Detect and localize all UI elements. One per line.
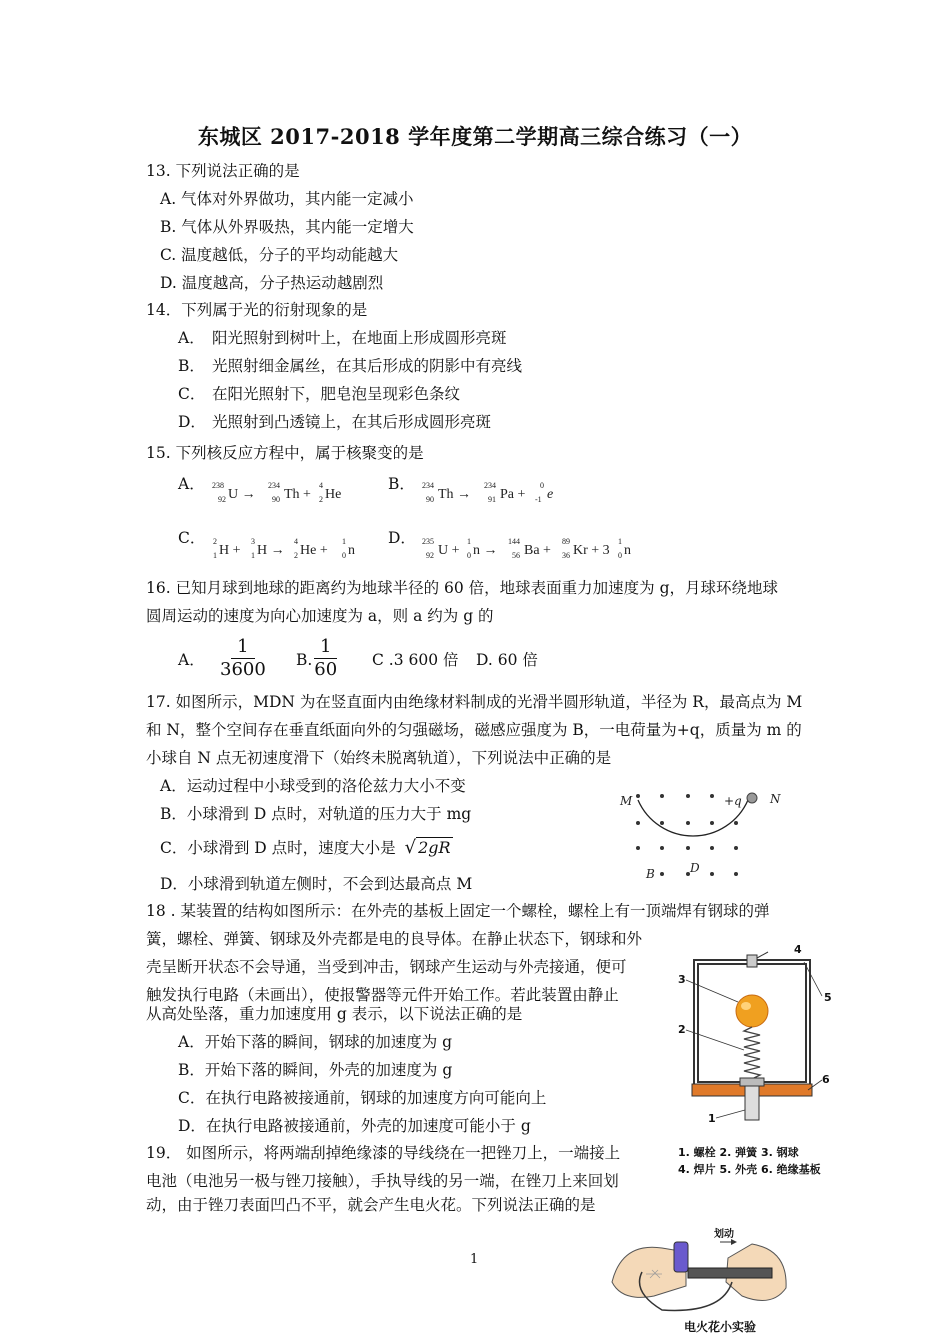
label-m: M: [620, 794, 633, 808]
svg-text:90: 90: [272, 495, 280, 504]
label-d: D: [690, 861, 700, 875]
svg-text:90: 90: [426, 495, 434, 504]
q18-option-a: A．开始下落的瞬间，钢球的加速度为 g: [178, 1033, 453, 1051]
q13-option-d: D. 温度越高，分子热运动越剧烈: [160, 274, 384, 292]
q15-label-d: D．: [388, 529, 416, 547]
fig18-num-5: 5: [824, 991, 832, 1004]
q15-equation-b: [420, 478, 580, 508]
q15-equation-c: [210, 534, 380, 564]
fig18-num-2: 2: [678, 1023, 686, 1036]
q14-label-b: B．: [178, 357, 205, 375]
q18-line-2: 簧，螺栓、弹簧、钢球及外壳都是电的良导体。在静止状态下，钢球和外: [146, 930, 643, 948]
q18-line-5: 从高处坠落，重力加速度用 g 表示，以下说法正确的是: [146, 1005, 523, 1023]
svg-text:91: 91: [488, 495, 496, 504]
q16-option-a-label: A．: [178, 651, 205, 669]
svg-text:2: 2: [319, 495, 323, 504]
q14-stem: 14．下列属于光的衍射现象的是: [146, 301, 368, 319]
svg-text:36: 36: [562, 551, 570, 560]
svg-text:235: 235: [422, 537, 434, 546]
svg-text:92: 92: [426, 551, 434, 560]
q16-fraction-a: [220, 636, 266, 681]
svg-text:Kr + 3: Kr + 3: [573, 543, 610, 558]
q17-option-a: A．运动过程中小球受到的洛伦兹力大小不变: [160, 777, 466, 795]
q15-label-a: A．: [178, 475, 205, 493]
svg-text:n: n: [348, 543, 355, 558]
label-b: B: [646, 867, 655, 881]
q13-stem: 13. 下列说法正确的是: [146, 162, 300, 180]
q17-line-1: 17. 如图所示，MDN 为在竖直面内由绝缘材料制成的光滑半圆形轨道，半径为 R，最高点为 M: [146, 693, 803, 711]
svg-text:234: 234: [422, 481, 434, 490]
q14-option-d: [178, 412, 491, 432]
svg-text:56: 56: [512, 551, 520, 560]
file-tool: [688, 1268, 772, 1278]
q18-line-4: 触发执行电路（未画出），使报警器等元件开始工作。若此装置由静止: [146, 986, 619, 1004]
q17-figure: [616, 786, 796, 886]
svg-text:Th →: Th →: [438, 487, 472, 502]
bolt-head: [740, 1078, 764, 1086]
svg-text:1: 1: [213, 551, 217, 560]
q17-sqrt: √ 2gR: [404, 837, 451, 858]
q17-option-d: D．小球滑到轨道左侧时，不会到达最高点 M: [160, 875, 473, 893]
svg-text:0: 0: [467, 551, 471, 560]
q13-option-a: A. 气体对外界做功，其内能一定减小: [160, 190, 414, 208]
q15-equation-a: [210, 478, 380, 508]
q15-stem: 15. 下列核反应方程中，属于核聚变的是: [146, 444, 424, 462]
q17-line-2: 和 N，整个空间存在垂直纸面向外的匀强磁场，磁感应强度为 B，一电荷量为+q，质量为 m 的: [146, 721, 802, 739]
fig18-num-6: 6: [822, 1073, 830, 1086]
q15-equation-d: [420, 534, 650, 564]
q18-option-b: B．开始下落的瞬间，外壳的加速度为 g: [178, 1061, 453, 1079]
q13-option-b: B. 气体从外界吸热，其内能一定增大: [160, 218, 414, 236]
fig18-num-3: 3: [678, 973, 686, 986]
svg-text:-1: -1: [535, 495, 542, 504]
q17-line-3: 小球自 N 点无初速度滑下（始终未脱离轨道），下列说法中正确的是: [146, 749, 612, 767]
q16-line-1: 16. 已知月球到地球的距离约为地球半径的 60 倍，地球表面重力加速度为 g，月球环绕地球: [146, 579, 779, 597]
svg-text:Th +: Th +: [284, 487, 311, 502]
q14-label-d: D．: [178, 413, 206, 431]
q14-text-a: 阳光照射到树叶上，在地面上形成圆形亮斑: [212, 329, 507, 347]
svg-text:H +: H +: [219, 543, 241, 558]
q19-caption: 电火花小实验: [684, 1320, 757, 1334]
q17-sqrt-arg: 2gR: [418, 838, 451, 857]
label-n: N: [770, 792, 781, 806]
q14-text-d: 光照射到凸透镜上，在其后形成圆形亮斑: [212, 413, 492, 431]
q14-option-c: [178, 384, 460, 404]
svg-text:H →: H →: [257, 543, 285, 558]
svg-text:4: 4: [294, 537, 298, 546]
svg-text:e: e: [547, 487, 554, 502]
q14-text-c: 在阳光照射下，肥皂泡呈现彩色条纹: [212, 385, 461, 403]
q16-option-d: D. 60 倍: [476, 651, 538, 669]
q15-label-b: B．: [388, 475, 415, 493]
svg-text:0: 0: [540, 481, 544, 490]
q14-label-c: C．: [178, 385, 206, 403]
q15-label-c: C．: [178, 529, 206, 547]
svg-text:1: 1: [618, 537, 622, 546]
svg-text:234: 234: [268, 481, 280, 490]
q19-line-3: 动，由于锉刀表面凹凸不平，就会产生电火花。下列说法正确的是: [146, 1196, 596, 1214]
svg-text:1: 1: [342, 537, 346, 546]
q13-option-c: C. 温度越低，分子的平均动能越大: [160, 246, 399, 264]
q16-fraction-b: [314, 636, 337, 681]
q14-option-b: [178, 356, 522, 376]
q18-line-3: 壳呈断开状态不会导通，当受到冲击，钢球产生运动与外壳接通，便可: [146, 958, 627, 976]
q16-line-2: 圆周运动的速度为向心加速度为 a，则 a 约为 g 的: [146, 607, 494, 625]
q16-frac-a-den: 3600: [220, 659, 266, 680]
svg-text:234: 234: [484, 481, 496, 490]
q16-frac-a-num: 1: [231, 636, 254, 659]
q14-label-a: A．: [178, 329, 205, 347]
svg-text:2: 2: [213, 537, 217, 546]
svg-text:238: 238: [212, 481, 224, 490]
svg-text:U +: U +: [438, 543, 460, 558]
svg-text:U →: U →: [228, 487, 256, 502]
fig18-num-1: 1: [708, 1112, 716, 1125]
q19-line-2: 电池（电池另一极与锉刀接触），手执导线的另一端，在锉刀上来回划: [146, 1172, 619, 1190]
fig19-move-label: 划动: [714, 1229, 734, 1240]
svg-text:3: 3: [251, 537, 255, 546]
svg-text:n →: n →: [473, 543, 498, 558]
svg-text:4: 4: [319, 481, 323, 490]
battery: [674, 1242, 688, 1272]
q19-figure: [602, 1222, 792, 1314]
svg-text:He: He: [325, 487, 342, 502]
q16-option-c: C .3 600 倍: [372, 651, 459, 669]
q17-option-c: [160, 838, 453, 858]
q18-legend-2: 4. 焊片 5. 外壳 6. 绝缘基板: [678, 1163, 821, 1176]
page-title: 东城区 2017-2018 学年度第二学期高三综合练习（一）: [197, 124, 753, 149]
q18-option-d: D．在执行电路被接通前，外壳的加速度可能小于 g: [178, 1117, 531, 1135]
q14-option-a: [178, 328, 507, 348]
svg-text:1: 1: [251, 551, 255, 560]
charged-ball: [747, 793, 757, 803]
q18-figure: [672, 940, 842, 1126]
q14-text-b: 光照射细金属丝，在其后形成的阴影中有亮线: [212, 357, 523, 375]
bolt: [745, 1086, 759, 1120]
svg-text:0: 0: [618, 551, 622, 560]
svg-text:144: 144: [508, 537, 520, 546]
label-q: +q: [724, 794, 742, 808]
q16-frac-b-den: 60: [314, 659, 338, 680]
svg-text:Pa +: Pa +: [500, 487, 526, 502]
svg-text:n: n: [624, 543, 631, 558]
solder-tab: [747, 955, 757, 967]
page-number: 1: [470, 1252, 479, 1267]
q16-option-b-label: B.: [296, 651, 313, 669]
spring: [744, 1027, 760, 1079]
steel-ball: [736, 995, 768, 1027]
svg-text:92: 92: [218, 495, 226, 504]
svg-text:Ba +: Ba +: [524, 543, 551, 558]
svg-text:0: 0: [342, 551, 346, 560]
svg-text:2: 2: [294, 551, 298, 560]
q18-line-1: 18 . 某装置的结构如图所示：在外壳的基板上固定一个螺栓，螺栓上有一顶端焊有钢球的弹: [146, 902, 770, 920]
svg-text:He +: He +: [300, 543, 328, 558]
svg-text:89: 89: [562, 537, 570, 546]
q17-option-c-text: C．小球滑到 D 点时，速度大小是: [160, 839, 396, 857]
magnetic-field-dots: [636, 794, 738, 876]
q16-frac-b-num: 1: [314, 636, 337, 659]
q17-option-b: B．小球滑到 D 点时，对轨道的压力大于 mg: [160, 805, 472, 823]
q18-option-c: C．在执行电路被接通前，钢球的加速度方向可能向上: [178, 1089, 547, 1107]
fig18-num-4: 4: [794, 943, 802, 956]
q19-line-1: 19． 如图所示，将两端刮掉绝缘漆的导线绕在一把锉刀上，一端接上: [146, 1144, 621, 1162]
q18-legend-1: 1. 螺栓 2. 弹簧 3. 钢球: [678, 1146, 799, 1159]
svg-text:1: 1: [467, 537, 471, 546]
